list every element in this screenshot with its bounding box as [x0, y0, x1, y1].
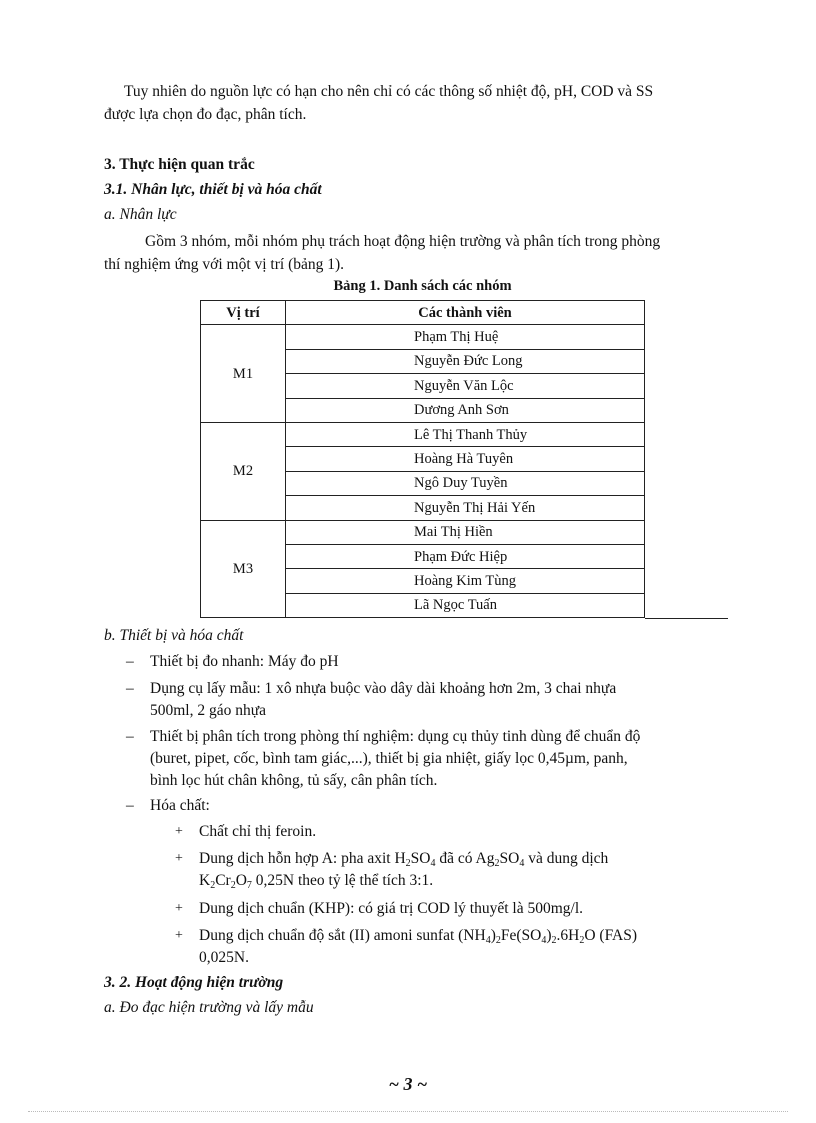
- intro-paragraph: [104, 80, 724, 103]
- table-row: [201, 422, 645, 446]
- list-item-text: Thiết bị đo nhanh: Máy đo pH: [150, 653, 339, 670]
- dash-bullet-icon: –: [126, 680, 134, 697]
- member-name: Lê Thị Thanh Thủy: [286, 422, 645, 446]
- manpower-line-2: thí nghiệm ứng với một vị trí (bảng 1).: [104, 256, 345, 273]
- manpower-paragraph-cont: [104, 253, 724, 276]
- table-underline-extension: [645, 618, 728, 619]
- header-members: Các thành viên: [286, 301, 645, 325]
- group-position: M2: [201, 422, 286, 520]
- member-name: Ngô Duy Tuyền: [286, 471, 645, 495]
- table-header-row: [201, 301, 645, 325]
- page-number: ~ 3 ~: [388, 1074, 428, 1094]
- chemical-item: [175, 821, 709, 843]
- chemical-text: 0,025N.: [199, 949, 249, 966]
- chemical-item: [175, 925, 709, 969]
- footer-divider: [28, 1111, 788, 1112]
- chemical-item: [175, 898, 709, 920]
- manpower-paragraph: [125, 230, 745, 253]
- chemical-text: Dung dịch chuẩn độ sắt (II) amoni sunfat $(NH_4)_2Fe(SO_4)_2.6H_2O$ (FAS): [199, 927, 638, 946]
- chemical-text: $K_2Cr_2O_7$ 0,25N theo tỷ lệ thể tích 3:1.: [199, 872, 434, 891]
- member-name: Phạm Thị Huệ: [286, 325, 645, 349]
- list-item-text: 500ml, 2 gáo nhựa: [150, 702, 267, 719]
- manpower-heading: a. Nhân lực: [104, 206, 177, 223]
- group-position: M3: [201, 520, 286, 618]
- member-name: Dương Anh Sơn: [286, 398, 645, 422]
- fieldwork-heading: a. Đo đạc hiện trường và lấy mẫu: [104, 999, 314, 1016]
- intro-line-1: Tuy nhiên do nguồn lực có hạn cho nên chỉ có các thông số nhiệt độ, pH, COD và SS: [124, 83, 654, 100]
- table-row: [201, 520, 645, 544]
- list-item-text: Thiết bị phân tích trong phòng thí nghiệm: dụng cụ thủy tinh dùng để chuẩn độ: [150, 728, 641, 745]
- chemical-item: [175, 848, 709, 892]
- header-position: Vị trí: [201, 301, 286, 325]
- chemical-text: Dung dịch hỗn hợp A: pha axit $H_2SO_4$ đã có $Ag_2SO_4$ và dung dịch: [199, 850, 609, 869]
- members-table: [200, 300, 645, 618]
- member-name: Hoàng Kim Tùng: [286, 569, 645, 593]
- table-row: [201, 325, 645, 349]
- intro-line-2: được lựa chọn đo đạc, phân tích.: [104, 106, 307, 123]
- plus-bullet-icon: +: [175, 851, 183, 866]
- list-item: [126, 678, 710, 722]
- list-item-text: Hóa chất:: [150, 797, 210, 814]
- member-name: Nguyễn Văn Lộc: [286, 374, 645, 398]
- equipment-heading: b. Thiết bị và hóa chất: [104, 627, 244, 644]
- intro-paragraph-cont: [104, 103, 724, 126]
- table-caption: Bảng 1. Danh sách các nhóm: [333, 278, 512, 294]
- list-item-text: bình lọc hút chân không, tủ sấy, cân phân tích.: [150, 772, 438, 789]
- list-item: [126, 795, 710, 817]
- list-item: [126, 651, 710, 673]
- plus-bullet-icon: +: [175, 824, 183, 839]
- dash-bullet-icon: –: [126, 653, 134, 670]
- chemical-text: Dung dịch chuẩn (KHP): có giá trị COD lý thuyết là 500mg/l.: [199, 900, 583, 917]
- group-position: M1: [201, 325, 286, 423]
- member-name: Nguyễn Thị Hải Yến: [286, 496, 645, 520]
- list-item: [126, 726, 710, 792]
- list-item-text: Dụng cụ lấy mẫu: 1 xô nhựa buộc vào dây dài khoảng hơn 2m, 3 chai nhựa: [150, 680, 617, 697]
- member-name: Lã Ngọc Tuấn: [286, 593, 645, 617]
- section-3-1-heading: 3.1. Nhân lực, thiết bị và hóa chất: [104, 181, 322, 198]
- manpower-line-1: Gồm 3 nhóm, mỗi nhóm phụ trách hoạt động hiện trường và phân tích trong phòng: [145, 233, 661, 250]
- member-name: Phạm Đức Hiệp: [286, 544, 645, 568]
- dash-bullet-icon: –: [126, 728, 134, 745]
- dash-bullet-icon: –: [126, 797, 134, 814]
- member-name: Mai Thị Hiền: [286, 520, 645, 544]
- list-item-text: (buret, pipet, cốc, bình tam giác,...), thiết bị gia nhiệt, giấy lọc 0,45µm, panh,: [150, 750, 628, 767]
- chemical-text: Chất chỉ thị feroin.: [199, 823, 317, 840]
- member-name: Nguyễn Đức Long: [286, 349, 645, 373]
- plus-bullet-icon: +: [175, 928, 183, 943]
- plus-bullet-icon: +: [175, 901, 183, 916]
- section-3-heading: 3. Thực hiện quan trắc: [104, 156, 255, 173]
- member-name: Hoàng Hà Tuyên: [286, 447, 645, 471]
- section-3-2-heading: 3. 2. Hoạt động hiện trường: [104, 974, 284, 991]
